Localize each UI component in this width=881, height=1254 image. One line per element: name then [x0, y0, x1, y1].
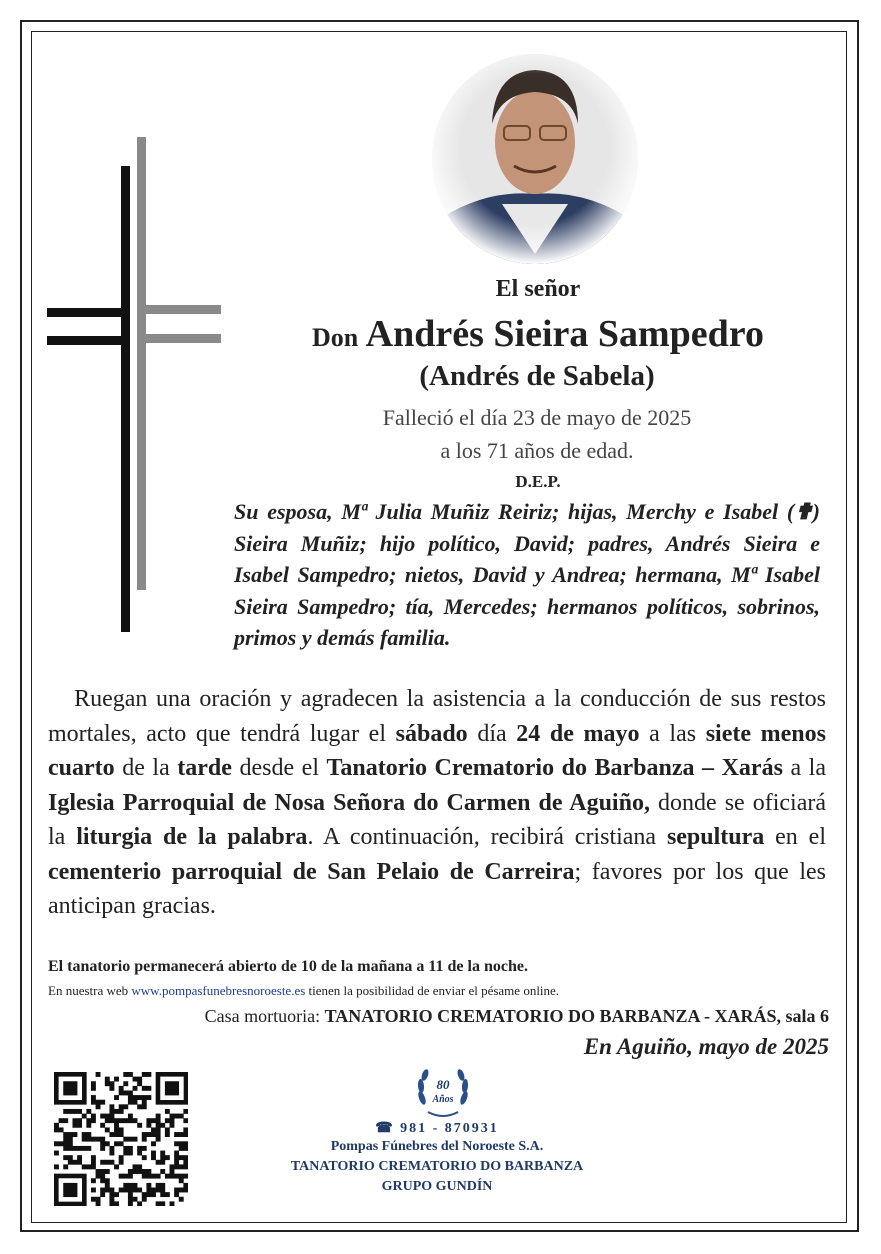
service-text: a la — [782, 755, 827, 781]
service-text: Ruegan una oración y agradecen la asistencia a la conducción de sus restos mortales, acto que tendrá lugar el — [48, 686, 827, 747]
service-text: desde el — [231, 755, 327, 781]
funeral-home-label: Casa mortuoria: — [204, 1006, 321, 1026]
service-liturgy: liturgia de la palabra — [76, 824, 308, 850]
service-day: sábado — [395, 720, 468, 747]
age-text: a los 71 años de edad. — [440, 438, 634, 463]
service-paragraph — [48, 682, 826, 924]
place-date-signature: En Aguiño, mayo de 2025 — [583, 1034, 829, 1059]
company-phone[interactable] — [240, 1120, 634, 1137]
web-note-prefix: En nuestra web — [48, 983, 132, 998]
funeral-home-value: TANATORIO CREMATORIO DO BARBANZA - XARÁS, sala 6 — [324, 1006, 829, 1026]
service-text: donde se oficiará la — [48, 789, 827, 850]
company-tanatorio: TANATORIO CREMATORIO DO BARBANZA — [290, 1159, 584, 1174]
website-link[interactable]: www.pompasfunebresnoroeste.es — [131, 983, 306, 998]
badge-word: Años — [432, 1094, 454, 1105]
web-note — [48, 983, 559, 999]
service-church: Iglesia Parroquial de Nosa Señora do Carmen de Aguiño, — [48, 789, 650, 816]
service-cemetery: cementerio parroquial de San Pelaio de Carreira — [48, 858, 575, 885]
anniversary-badge — [414, 1064, 472, 1120]
service-text: en el — [764, 824, 826, 850]
web-note-suffix: tienen la posibilidad de enviar el pésame online. — [305, 983, 560, 998]
intro-text: El señor — [495, 276, 581, 302]
service-text: día — [467, 720, 517, 747]
service-time: siete menos cuarto — [48, 720, 826, 781]
funeral-home — [205, 1006, 829, 1027]
deceased-photo — [432, 54, 638, 264]
service-text: . A continuación, recibirá cristiana — [307, 824, 667, 850]
deceased-name — [250, 312, 826, 356]
title-prefix: Don — [312, 323, 359, 352]
qr-code[interactable] — [54, 1072, 188, 1206]
nickname: (Andrés de Sabela) — [419, 360, 655, 392]
rip-text: D.E.P. — [515, 472, 561, 491]
death-date: Falleció el día 23 de mayo de 2025 — [382, 405, 692, 430]
company-group: GRUPO GUNDÍN — [381, 1179, 493, 1194]
full-name: Andrés Sieira Sampedro — [365, 313, 764, 355]
opening-hours: El tanatorio permanecerá abierto de 10 de la mañana a 11 de la noche. — [48, 958, 528, 975]
service-date: 24 de mayo — [516, 720, 640, 747]
service-origin: Tanatorio Crematorio do Barbanza – Xarás — [326, 755, 783, 781]
phone-number: 981 - 870931 — [400, 1121, 499, 1136]
company-name: Pompas Fúnebres del Noroeste S.A. — [330, 1139, 544, 1154]
family-list: Su esposa, Mª Julia Muñiz Reiriz; hijas, Merchy e Isabel (✟) Sieira Muñiz; hijo político, David; padres, Andrés Sieira e Isabel Sampedro; nietos, David y Andrea; hermana, Mª Isabel Sieira Sampedro; tía, Mercedes; hermanos políticos, sobrinos, primos y demás familia. — [234, 499, 820, 650]
service-period: tarde — [177, 755, 232, 781]
service-text: ; favores por los que les anticipan gracias. — [48, 858, 826, 919]
badge-number: 80 — [436, 1077, 450, 1092]
service-text: a las — [639, 720, 706, 747]
phone-icon: ☎ — [375, 1121, 395, 1136]
service-burial: sepultura — [666, 824, 765, 850]
service-text: de la — [114, 755, 178, 781]
